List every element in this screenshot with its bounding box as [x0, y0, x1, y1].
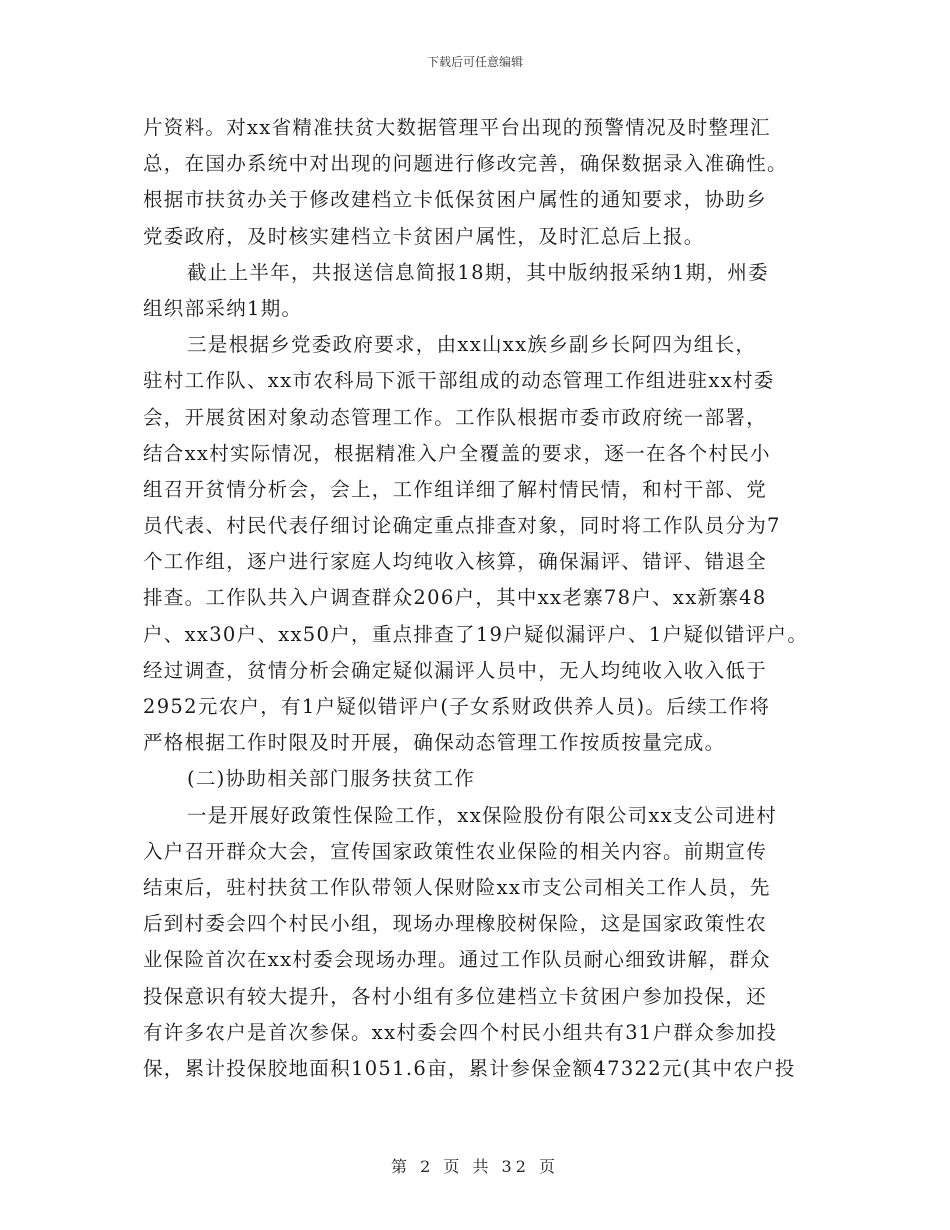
text-line: 业保险首次在xx村委会现场办理。通过工作队员耐心细致讲解，群众	[143, 948, 771, 972]
text-line: 总，在国办系统中对出现的问题进行修改完善，确保数据录入准确性。	[143, 152, 788, 176]
text-line: 排查。工作队共入户调查群众206户，其中xx老寨78户、xx新寨48	[143, 586, 767, 610]
text-line: 会，开展贫困对象动态管理工作。工作队根据市委市政府统一部署，	[143, 405, 768, 429]
text-line: 组召开贫情分析会，会上，工作组详细了解村情民情，和村干部、党	[143, 477, 768, 501]
text-line: 2952元农户，有1户疑似错评户(子女系财政供养人员)。后续工作将	[143, 695, 771, 718]
page-header: 下载后可任意编辑	[426, 55, 523, 69]
text-line: 个工作组，逐户进行家庭人均纯收入核算，确保漏评、错评、错退全	[143, 550, 768, 574]
document-body	[143, 110, 823, 1087]
text-line: 片资料。对xx省精准扶贫大数据管理平台出现的预警情况及时整理汇	[143, 116, 771, 139]
text-line: 三是根据乡党委政府要求，由xx山xx族乡副乡长阿四为组长，	[187, 333, 757, 357]
text-line: 结合xx村实际情况，根据精准入户全覆盖的要求，逐一在各个村民小	[143, 441, 771, 465]
text-line: 员代表、村民代表仔细讨论确定重点排查对象，同时将工作队员分为7	[143, 514, 781, 538]
text-line: 一是开展好政策性保险工作，xx保险股份有限公司xx支公司进村	[187, 803, 777, 827]
text-line: (二)协助相关部门服务扶贫工作	[187, 767, 476, 791]
page-footer: 第 2 页 共 32 页	[391, 1157, 559, 1176]
text-line: 投保意识有较大提升，各村小组有多位建档立卡贫困户参加投保，还	[143, 984, 768, 1008]
text-line: 党委政府，及时核实建档立卡贫困户属性，及时汇总后上报。	[143, 224, 705, 248]
text-line: 经过调查，贫情分析会确定疑似漏评人员中，无人均纯收入收入低于	[143, 658, 768, 682]
text-line: 保，累计投保胶地面积1051.6亩，累计参保金额47322元(其中农户投	[143, 1056, 796, 1080]
text-line: 严格根据工作时限及时开展，确保动态管理工作按质按量完成。	[143, 731, 726, 755]
text-line: 户、xx30户、xx50户，重点排查了19户疑似漏评户、1户疑似错评户。	[143, 622, 809, 646]
text-line: 组织部采纳1期。	[143, 296, 303, 320]
text-line: 后到村委会四个村民小组，现场办理橡胶树保险，这是国家政策性农	[143, 912, 768, 936]
text-line: 有许多农户是首次参保。xx村委会四个村民小组共有31户群众参加投	[143, 1020, 778, 1044]
text-line: 入户召开群众大会，宣传国家政策性农业保险的相关内容。前期宣传	[143, 839, 768, 863]
text-line: 驻村工作队、xx市农科局下派干部组成的动态管理工作组进驻xx村委	[143, 369, 775, 393]
text-line: 根据市扶贫办关于修改建档立卡低保贫困户属性的通知要求，协助乡	[143, 188, 768, 212]
text-line: 截止上半年，共报送信息简报18期，其中版纳报采纳1期，州委	[187, 260, 769, 284]
text-line: 结束后，驻村扶贫工作队带领人保财险xx市支公司相关工作人员，先	[143, 875, 771, 899]
